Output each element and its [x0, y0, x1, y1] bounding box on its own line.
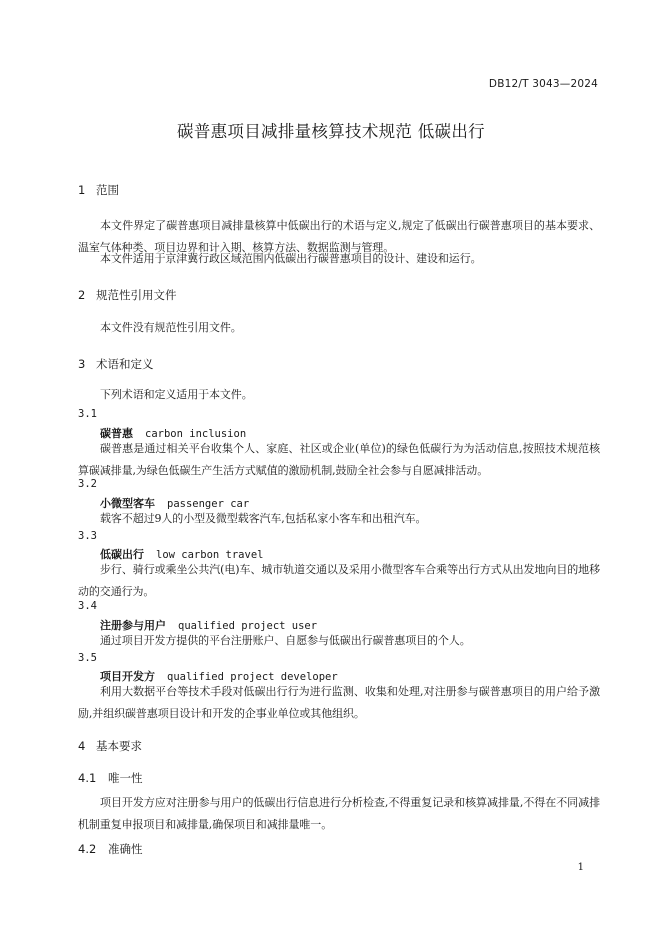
section-title: 范围 [96, 183, 119, 197]
term-number: 3.5 [78, 652, 97, 664]
section-4-heading [78, 738, 600, 754]
term-chinese: 碳普惠 [100, 427, 133, 440]
term-definition: 步行、骑行或乘坐公共汽(电)车、城市轨道交通以及采用小微型客车合乘等出行方式从出发地向目的地移动的交通行为。 [78, 563, 600, 598]
section-2-paragraph: 本文件没有规范性引用文件。 [100, 321, 242, 334]
term-chinese: 注册参与用户 [100, 619, 166, 632]
section-1-heading [78, 182, 600, 198]
section-3-heading [78, 356, 600, 372]
subsection-4-1-paragraph: 项目开发方应对注册参与用户的低碳出行信息进行分析检查,不得重复记录和核算减排量,不得在不同减排机制重复申报项目和减排量,确保项目和减排量唯一。 [78, 796, 600, 831]
section-number: 3 [78, 357, 86, 371]
section-3-intro: 下列术语和定义适用于本文件。 [100, 388, 253, 401]
section-number: 1 [78, 183, 86, 197]
term-number: 3.3 [78, 530, 97, 542]
section-1-paragraph-2: 本文件适用于京津冀行政区域范围内低碳出行碳普惠项目的设计、建设和运行。 [100, 252, 482, 265]
subsection-number: 4.2 [78, 842, 97, 856]
term-chinese: 小微型客车 [100, 497, 155, 510]
subsection-title: 唯一性 [108, 771, 143, 785]
term-definition: 利用大数据平台等技术手段对低碳出行行为进行监测、收集和处理,对注册参与碳普惠项目的用户给予激励,并组织碳普惠项目设计和开发的企事业单位或其他组织。 [78, 685, 600, 720]
term-english: qualified project developer [167, 671, 338, 683]
section-title: 术语和定义 [96, 357, 154, 371]
term-definition: 碳普惠是通过相关平台收集个人、家庭、社区或企业(单位)的绿色低碳行为为活动信息,按照技术规范核算碳减排量,为绿色低碳生产生活方式赋值的激励机制,鼓励全社会参与自愿减排活动。 [78, 442, 600, 477]
term-number: 3.4 [78, 600, 97, 612]
subsection-title: 准确性 [108, 842, 143, 856]
section-1-paragraph-1: 本文件界定了碳普惠项目减排量核算中低碳出行的术语与定义,规定了低碳出行碳普惠项目的基本要求、温室气体种类、项目边界和计入期、核算方法、数据监测与管理。 [78, 219, 600, 254]
section-2-heading [78, 287, 600, 303]
term-english: carbon inclusion [145, 428, 247, 440]
subsection-4-1-heading [78, 770, 600, 786]
term-definition: 载客不超过9人的小型及微型载客汽车,包括私家小客车和出租汽车。 [100, 512, 427, 525]
page-number: 1 [577, 862, 584, 873]
subsection-number: 4.1 [78, 771, 97, 785]
section-number: 2 [78, 288, 86, 302]
term-number: 3.2 [78, 478, 97, 490]
section-number: 4 [78, 739, 86, 753]
term-chinese: 低碳出行 [100, 548, 144, 561]
term-english: qualified project user [178, 620, 318, 632]
term-number: 3.1 [78, 408, 97, 420]
term-english: low carbon travel [156, 549, 264, 561]
subsection-4-2-heading [78, 841, 600, 857]
term-english: passenger car [167, 498, 250, 510]
section-title: 基本要求 [96, 739, 142, 753]
section-title: 规范性引用文件 [96, 288, 177, 302]
term-chinese: 项目开发方 [100, 670, 155, 683]
document-title: 碳普惠项目减排量核算技术规范 低碳出行 [177, 122, 485, 141]
standard-code: DB12/T 3043—2024 [488, 78, 598, 90]
term-definition: 通过项目开发方提供的平台注册账户、自愿参与低碳出行碳普惠项目的个人。 [100, 634, 471, 647]
